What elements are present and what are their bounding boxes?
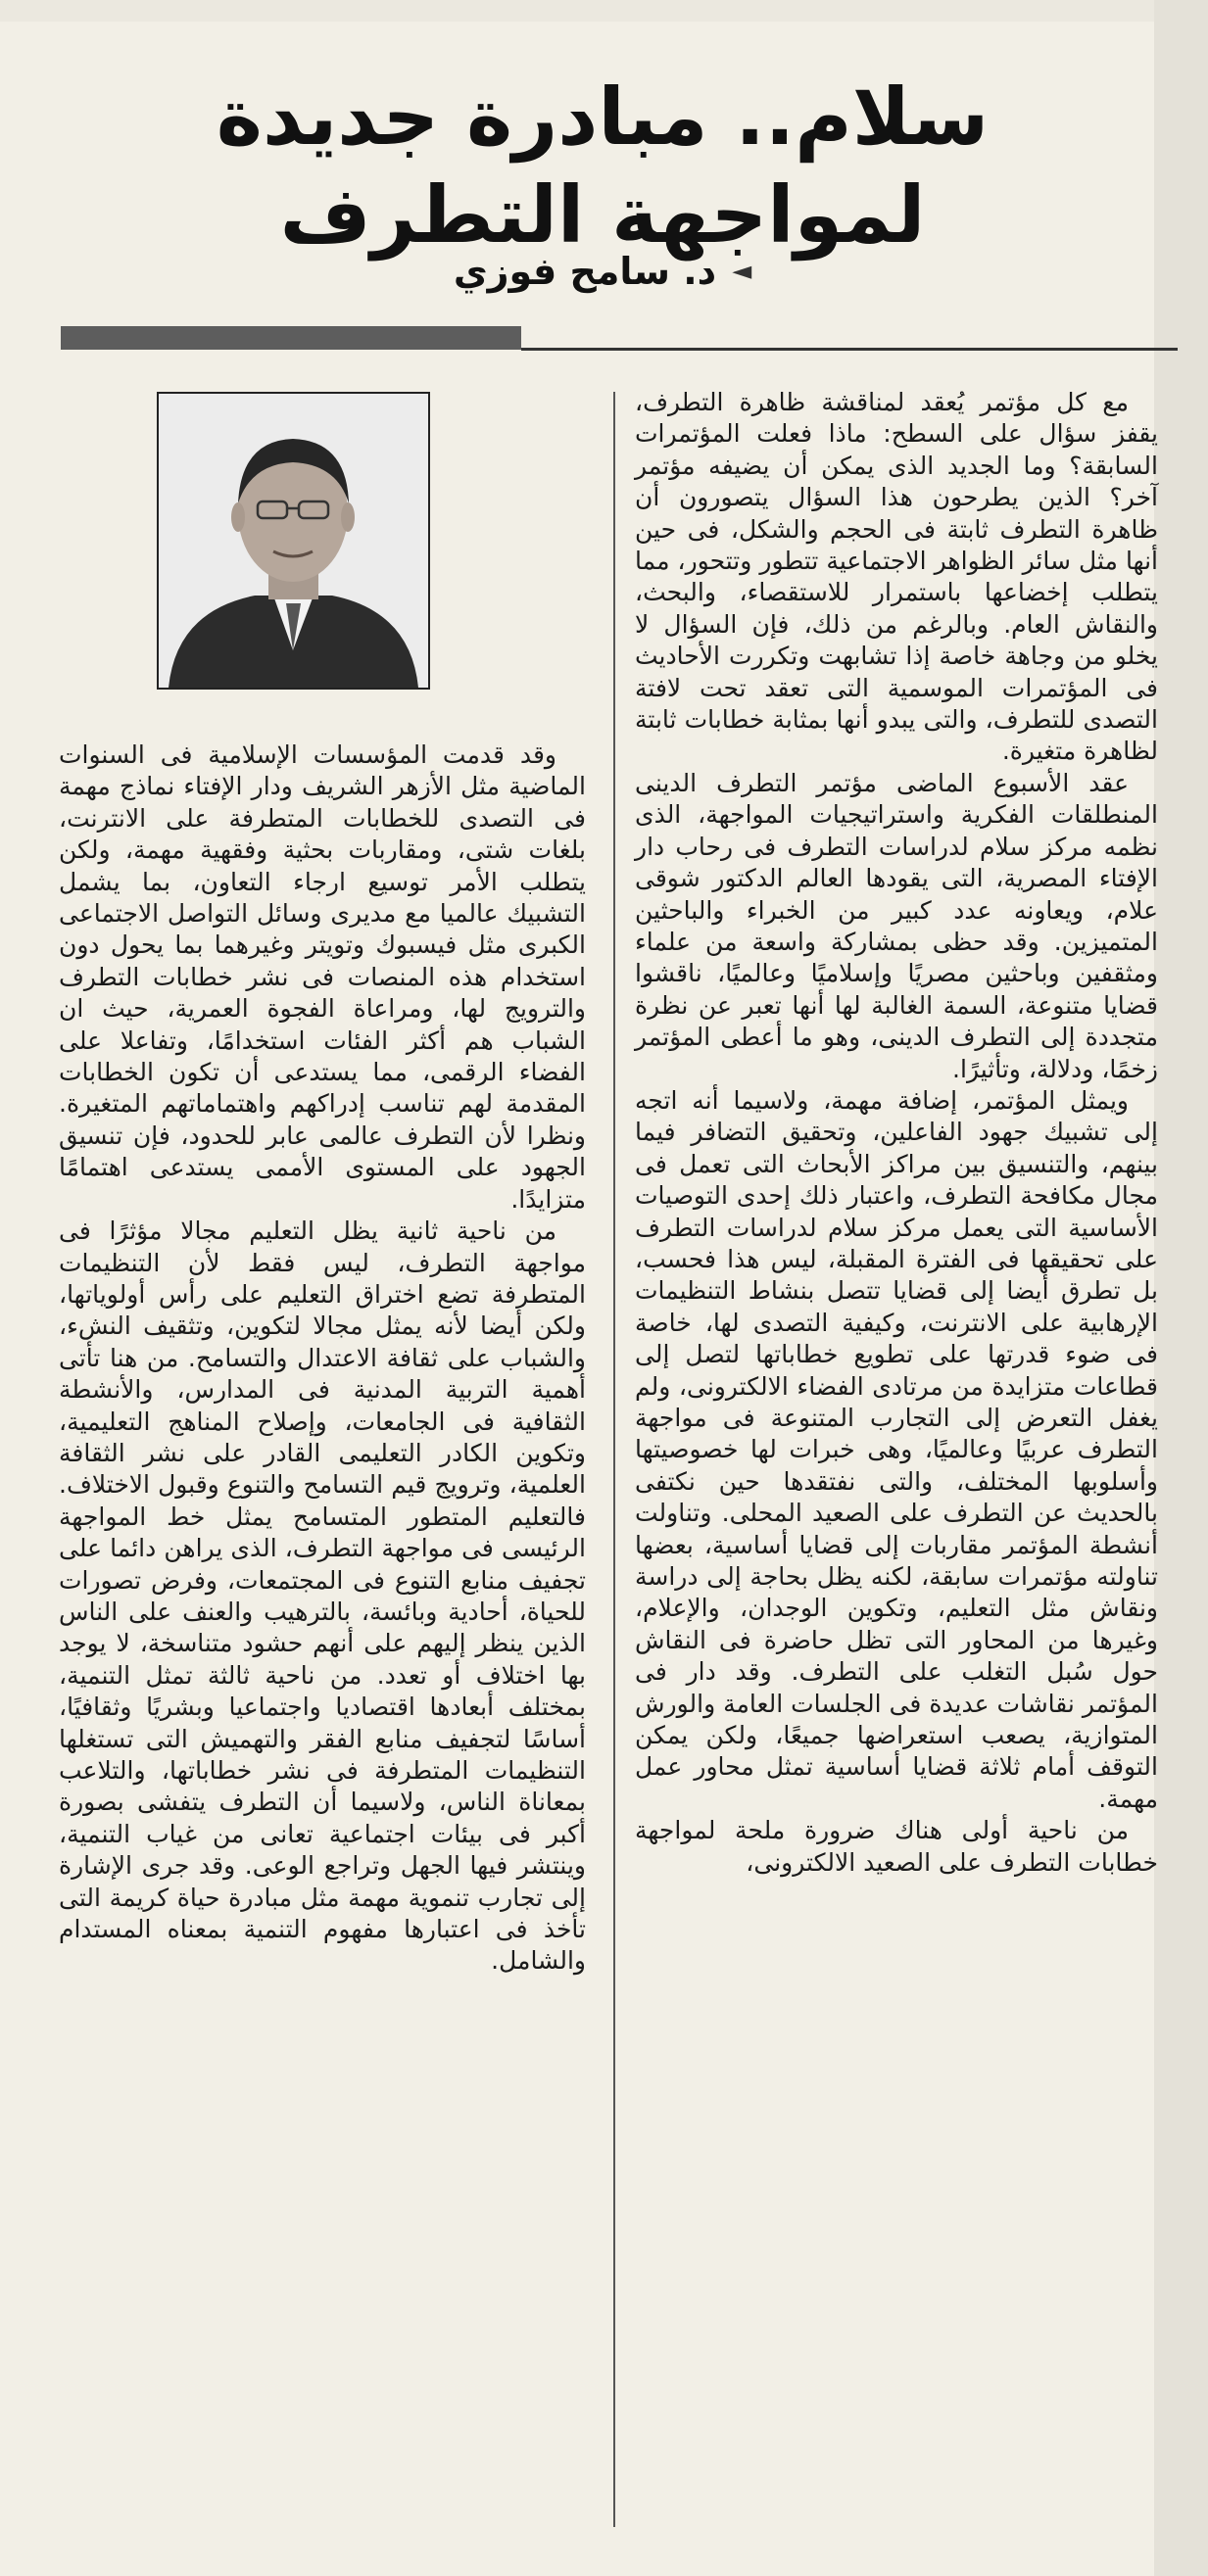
paragraph: وقد قدمت المؤسسات الإسلامية فى السنوات الماضية مثل الأزهر الشريف ودار الإفتاء نماذج مهمة فى التصدى للخطابات المتطرفة على الانترنت، بلغات شتى، ومقاربات بحثية وفقهية مهمة، ولكن يتطلب الأمر توسيع ارجاء التعاون، بما يشمل التشبيك عالميا مع مديرى وسائل التواصل الاجتماعى الكبرى مثل فيسبوك وتويتر وغيرهما بما يحول دون استخدام هذه المنصات فى نشر خطابات التطرف والترويج لها، ومراعاة الفجوة العمرية، حيث ان الشباب هم أكثر الفئات استخدامًا، وتفاعلا على الفضاء الرقمى، مما يستدعى أن تكون الخطابات المقدمة لهم تناسب إدراكهم واهتماماتهم المتغيرة. ونظرا لأن التطرف عالمى عابر للحدود، فإن تنسيق الجهود على المستوى الأممى يستدعى اهتمامًا متزايدًا. bbox=[59, 740, 586, 1214]
article-column-left bbox=[59, 739, 586, 1978]
column-divider bbox=[613, 392, 615, 2527]
article-headline: سلام.. مبادرة جديدة لمواجهة التطرف bbox=[216, 72, 990, 261]
paragraph: من ناحية أولى هناك ضرورة ملحة لمواجهة خطابات التطرف على الصعيد الالكترونى، bbox=[635, 1816, 1158, 1877]
scan-right-edge bbox=[1154, 0, 1208, 2576]
author-portrait-image bbox=[159, 394, 428, 688]
author-photo bbox=[157, 392, 430, 690]
grey-rule-bar bbox=[61, 326, 521, 350]
header-divider-line bbox=[521, 348, 1178, 351]
scan-top-edge bbox=[0, 0, 1208, 22]
paragraph: من ناحية ثانية يظل التعليم مجالا مؤثرًا فى مواجهة التطرف، ليس فقط لأن التنظيمات المتطرفة تضع اختراق التعليم على رأس أولوياتها، ولكن أيضا لأنه يمثل مجالا لتكوين، وتثقيف النشء، والشباب على ثقافة الاعتدال والتسامح. من هنا تأتى أهمية التربية المدنية فى المدارس، والأنشطة الثقافية فى الجامعات، وإصلاح المناهج التعليمية، وتكوين الكادر التعليمى القادر على نشر الثقافة العلمية، وترويج قيم التسامح والتنوع وقبول الاختلاف. فالتعليم المتطور المتسامح يمثل خط المواجهة الرئيسى فى مواجهة التطرف، الذى يراهن دائما على تجفيف منابع التنوع فى المجتمعات، وفرض تصورات للحياة، أحادية وبائسة، بالترهيب والعنف على الناس الذين ينظر إليهم على أنهم حشود متناسخة، لا يوجد بها اختلاف أو تعدد. من ناحية ثالثة تمثل التنمية، بمختلف أبعادها اقتصاديا واجتماعيا وبشريًا وثقافيًا، أساسًا لتجفيف منابع الفقر والتهميش التى تستغلها التنظيمات المتطرفة فى نشر خطاباتها، والتلاعب بمعاناة الناس، ولاسيما أن التطرف يتفشى بصورة أكبر فى بيئات اجتماعية تعانى من غياب التنمية، وينتشر فيها الجهل وتراجع الوعى. وقد جرى الإشارة إلى تجارب تنموية مهمة مثل مبادرة حياة كريمة التى تأخذ فى اعتبارها مفهوم التنمية بمعناه المستدام والشامل. bbox=[59, 1216, 586, 1976]
paragraph: عقد الأسبوع الماضى مؤتمر التطرف الدينى المنطلقات الفكرية واستراتيجيات المواجهة، الذى نظمه مركز سلام لدراسات التطرف فى رحاب دار الإفتاء المصرية، التى يقودها العالم الدكتور شوقى علام، ويعاونه عدد كبير من الخبراء والباحثين المتميزين. وقد حظى بمشاركة واسعة من علماء ومثقفين وباحثين مصريًا وإسلاميًا وعالميًا، ناقشوا قضايا متنوعة، السمة الغالبة لها أنها تعبر عن نظرة متجددة إلى التطرف الدينى، وهو ما أعطى المؤتمر زخمًا، ودلالة، وتأثيرًا. bbox=[635, 768, 1158, 1083]
author-name: د. سامح فوزي bbox=[453, 250, 717, 293]
paragraph: مع كل مؤتمر يُعقد لمناقشة ظاهرة التطرف، يقفز سؤال على السطح: ماذا فعلت المؤتمرات السابقة؟ وما الجديد الذى يمكن أن يضيفه مؤتمر آخر؟ الذين يطرحون هذا السؤال يتصورون أن ظاهرة التطرف ثابتة فى الحجم والشكل، فى حين أنها مثل سائر الظواهر الاجتماعية تتطور وتتحور، مما يتطلب إخضاعها باستمرار للاستقصاء، والبحث، والنقاش العام. وبالرغم من ذلك، فإن السؤال لا يخلو من وجاهة خاصة إذا تشابهت وتكررت الأحاديث فى المؤتمرات الموسمية التى تعقد تحت لافتة التصدى للتطرف، والتى يبدو أنها بمثابة خطابات ثابتة لظاهرة متغيرة. bbox=[635, 388, 1158, 766]
byline-arrow-icon: ◄ bbox=[732, 257, 752, 286]
article-column-right bbox=[635, 387, 1158, 1879]
byline bbox=[59, 250, 1146, 293]
paragraph: ويمثل المؤتمر، إضافة مهمة، ولاسيما أنه اتجه إلى تشبيك جهود الفاعلين، وتحقيق التضافر فيما بينهم، والتنسيق بين مراكز الأبحاث التى تعمل فى مجال مكافحة التطرف، واعتبار ذلك إحدى التوصيات الأساسية التى يعمل مركز سلام لدراسات التطرف على تحقيقها فى الفترة المقبلة، ليس هذا فحسب، بل تطرق أيضا إلى قضايا تتصل بنشاط التنظيمات الإرهابية على الانترنت، وكيفية التصدى لها، خاصة فى ضوء قدرتها على تطويع خطاباتها لتصل إلى قطاعات متزايدة من مرتادى الفضاء الالكترونى، ولم يغفل التعرض إلى التجارب المتنوعة فى مواجهة التطرف عربيًا وعالميًا، وهى خبرات لها خصوصيتها وأسلوبها المختلف، والتى نفتقدها حين نكتفى بالحديث عن التطرف على الصعيد المحلى. وتناولت أنشطة المؤتمر مقاربات إلى قضايا أساسية، بعضها تناولته مؤتمرات سابقة، لكنه يظل بحاجة إلى دراسة ونقاش مثل التعليم، وتكوين الوجدان، والإعلام، وغيرها من المحاور التى تظل حاضرة فى النقاش حول سُبل التغلب على التطرف. وقد دار فى المؤتمر نقاشات عديدة فى الجلسات العامة والورش المتوازية، يصعب استعراضها جميعًا، ولكن يمكن التوقف أمام ثلاثة قضايا أساسية تمثل محاور عمل مهمة. bbox=[635, 1085, 1158, 1813]
